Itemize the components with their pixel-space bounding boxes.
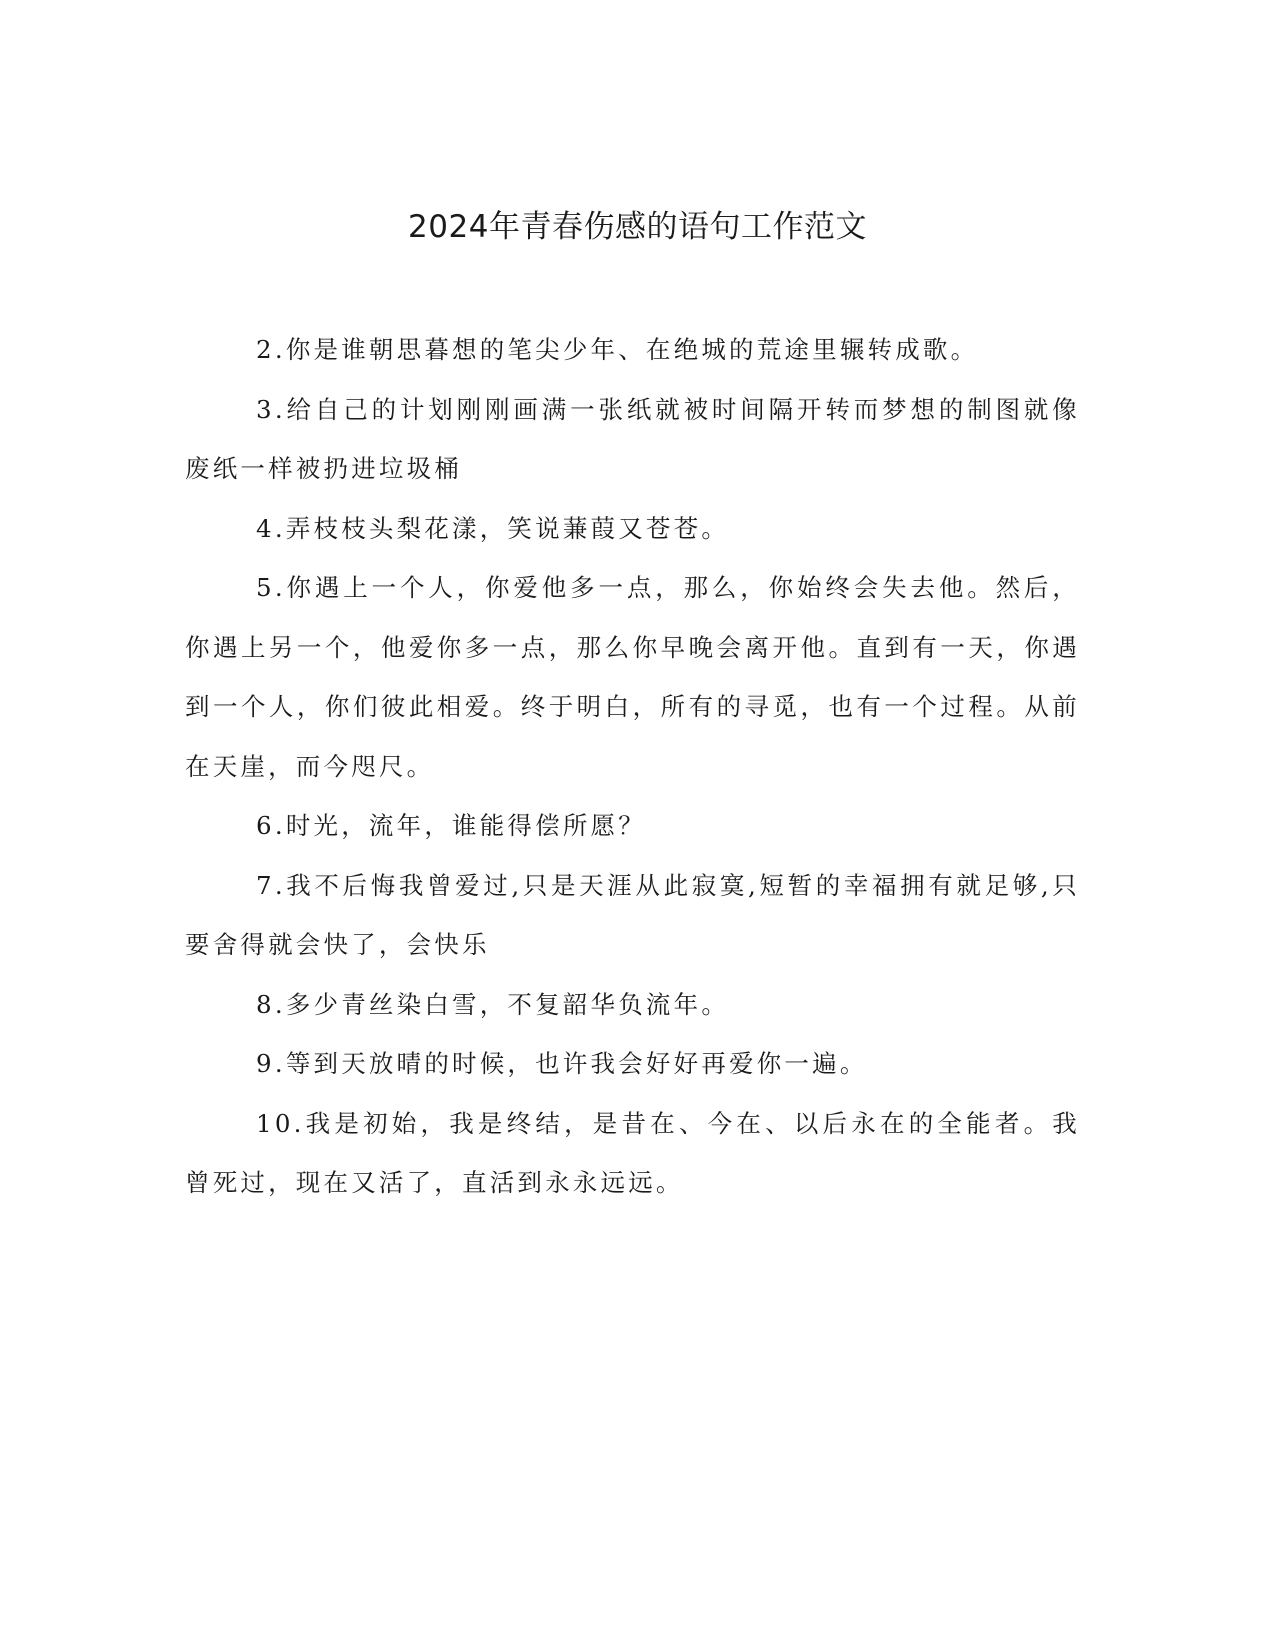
- paragraph-10: 10.我是初始，我是终结，是昔在、今在、以后永在的全能者。我曾死过，现在又活了，直活到永永远远。: [185, 1108, 1080, 1197]
- paragraph-8: 8.多少青丝染白雪，不复韶华负流年。: [256, 989, 730, 1019]
- paragraph-7: 7.我不后悔我曾爱过,只是天涯从此寂寞,短暂的幸福拥有就足够,只要舍得就会快了，会快乐: [185, 870, 1080, 959]
- document-title: 2024年青春伤感的语句工作范文: [408, 209, 867, 245]
- paragraph-3: 3.给自己的计划刚刚画满一张纸就被时间隔开转而梦想的制图就像废纸一样被扔进垃圾桶: [185, 394, 1080, 483]
- paragraph-2: 2.你是谁朝思暮想的笔尖少年、在绝城的荒途里辗转成歌。: [256, 335, 979, 364]
- document-body: [185, 320, 1080, 1213]
- paragraph-4: 4.弄枝枝头梨花漾，笑说蒹葭又苍苍。: [256, 513, 730, 543]
- paragraph-5: 5.你遇上一个人，你爱他多一点，那么，你始终会失去他。然后，你遇上另一个，他爱你多一点，那么你早晚会离开他。直到有一天，你遇到一个人，你们彼此相爱。终于明白，所有的寻觅，也有一个过程。从前在天崖，而今咫尺。: [185, 573, 1080, 781]
- paragraph-6: 6.时光，流年，谁能得偿所愿？: [256, 811, 646, 840]
- paragraph-9: 9.等到天放晴的时候，也许我会好好再爱你一遍。: [256, 1049, 868, 1078]
